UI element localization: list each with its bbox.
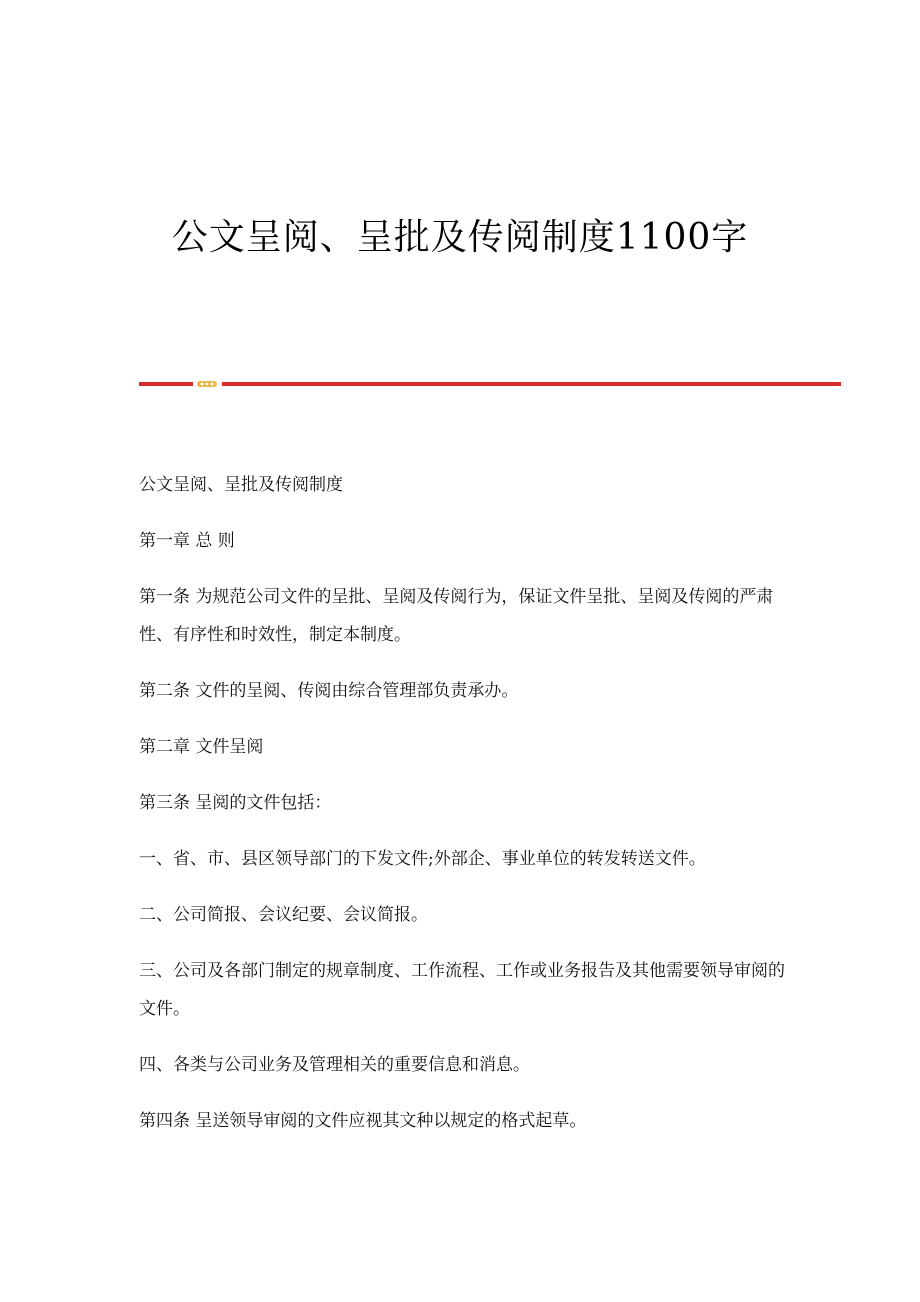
document-body (139, 466, 789, 1158)
list-item: 一、省、市、县区领导部门的下发文件;外部企、事业单位的转发转送文件。 (139, 849, 706, 869)
divider-left-bar (139, 382, 193, 386)
chapter-heading: 第一章 总 则 (139, 531, 235, 551)
article-paragraph: 第二条 文件的呈阅、传阅由综合管理部负责承办。 (139, 681, 519, 701)
chapter-heading: 第二章 文件呈阅 (139, 737, 264, 757)
title-divider (139, 380, 841, 388)
document-subtitle: 公文呈阅、呈批及传阅制度 (139, 475, 343, 495)
article-paragraph: 第一条 为规范公司文件的呈批、呈阅及传阅行为，保证文件呈批、呈阅及传阅的严肃性、有序性和时效性，制定本制度。 (139, 587, 774, 645)
document-title: 公文呈阅、呈批及传阅制度1100字 (171, 217, 749, 258)
divider-right-bar (222, 382, 841, 386)
list-item: 三、公司及各部门制定的规章制度、工作流程、工作或业务报告及其他需要领导审阅的文件。 (139, 961, 785, 1019)
list-item: 四、各类与公司业务及管理相关的重要信息和消息。 (139, 1055, 530, 1075)
article-paragraph: 第四条 呈送领导审阅的文件应视其文种以规定的格式起草。 (139, 1111, 587, 1131)
list-item: 二、公司简报、会议纪要、会议简报。 (139, 905, 428, 925)
article-paragraph: 第三条 呈阅的文件包括： (139, 793, 332, 813)
divider-ornament-icon (197, 380, 217, 388)
